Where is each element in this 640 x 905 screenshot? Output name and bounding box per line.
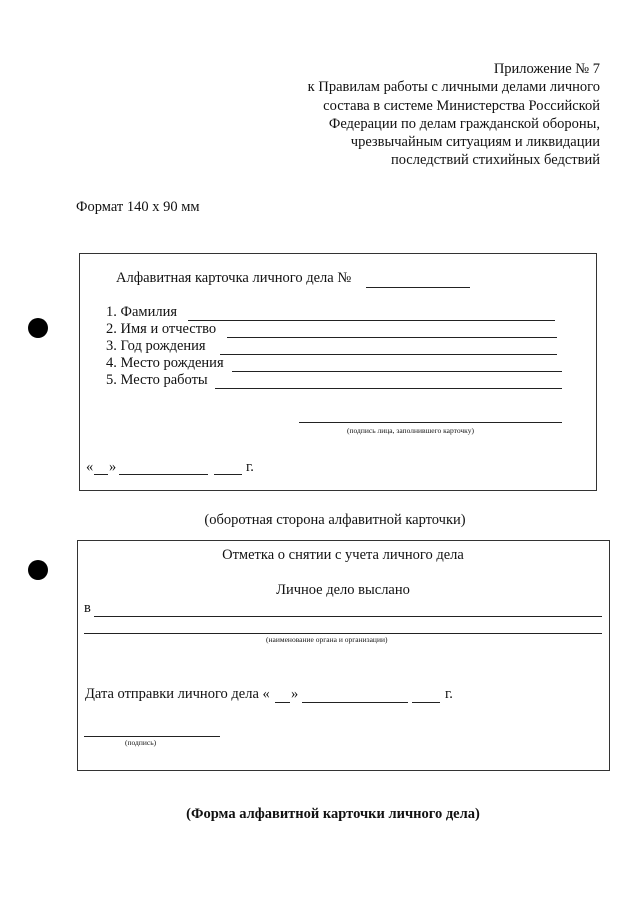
organization-caption: (наименование органа и организации): [266, 635, 388, 644]
field-surname-line: [188, 320, 555, 321]
field-surname-label: 1. Фамилия: [106, 304, 177, 320]
format-label: Формат 140 х 90 мм: [76, 199, 200, 215]
date-month-line: [119, 474, 208, 475]
date-day-line: [94, 474, 108, 475]
back-signature-caption: (подпись): [125, 738, 157, 747]
dispatch-month-line: [302, 702, 408, 703]
field-workplace-label: 5. Место работы: [106, 372, 208, 388]
annex-line-5: чрезвычайным ситуациям и ликвидации: [350, 134, 600, 151]
annex-header: [308, 60, 600, 170]
field-birthplace-label: 4. Место рождения: [106, 355, 224, 371]
to-prefix: в: [84, 600, 91, 616]
annex-line-3: состава в системе Министерства Российской: [323, 97, 600, 114]
card-front: [79, 253, 597, 491]
field-birth-year-label: 3. Год рождения: [106, 338, 206, 354]
date-year-suffix: г.: [246, 459, 254, 475]
annex-line-6: последствий стихийных бедствий: [390, 152, 600, 169]
annex-line-2: к Правилам работы с личными делами личного: [307, 79, 600, 96]
annex-line-1: Приложение № 7: [493, 61, 600, 77]
field-birth-year-line: [220, 354, 557, 355]
punch-hole-bottom: [28, 560, 48, 580]
destination-line: [94, 616, 602, 617]
field-name-label: 2. Имя и отчество: [106, 321, 217, 337]
date-close-quote: »: [109, 459, 117, 475]
field-name-line: [227, 337, 557, 338]
signature-caption: (подпись лица, заполнившего карточку): [347, 426, 474, 435]
dispatch-date-label: Дата отправки личного дела «: [85, 686, 270, 702]
dispatch-close-quote: »: [291, 686, 299, 702]
card-back-title: Отметка о снятии с учета личного дела: [222, 547, 464, 563]
field-workplace-line: [215, 388, 562, 389]
dispatch-day-line: [275, 702, 290, 703]
organization-line: [84, 633, 602, 634]
card-front-title: Алфавитная карточка личного дела №: [116, 270, 352, 286]
date-open-quote: «: [86, 459, 94, 475]
card-number-line: [366, 287, 470, 288]
punch-hole-top: [28, 318, 48, 338]
signature-line: [299, 422, 562, 423]
back-signature-line: [84, 736, 220, 737]
date-year-line: [214, 474, 242, 475]
card-back: [77, 540, 610, 771]
card-back-caption: (оборотная сторона алфавитной карточки): [204, 512, 466, 528]
dispatch-year-suffix: г.: [445, 686, 453, 702]
form-footer-caption: (Форма алфавитной карточки личного дела): [186, 806, 480, 822]
sent-label: Личное дело выслано: [276, 582, 410, 598]
dispatch-year-line: [412, 702, 440, 703]
field-birthplace-line: [232, 371, 562, 372]
annex-line-4: Федерации по делам гражданской обороны,: [328, 115, 600, 132]
